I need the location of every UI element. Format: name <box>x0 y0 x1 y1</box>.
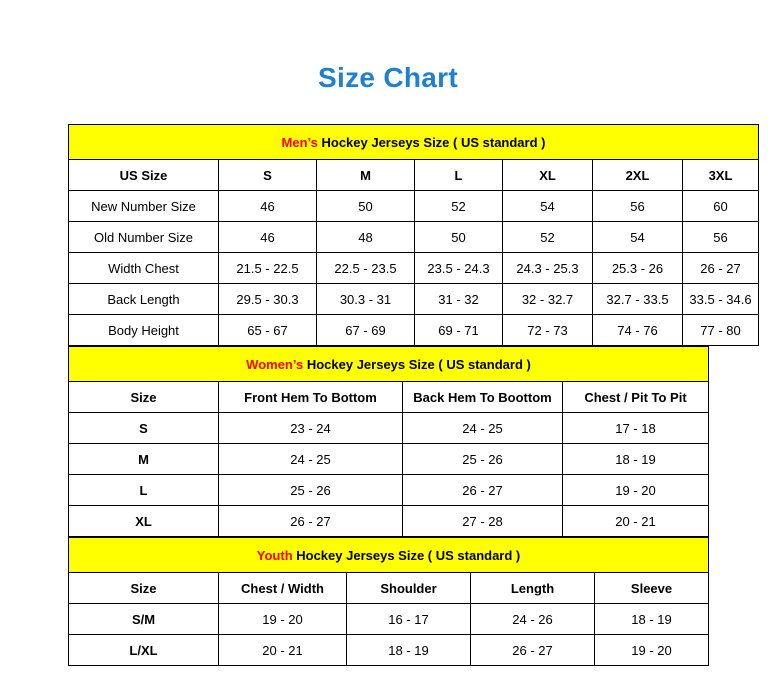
row-label: M <box>69 444 219 475</box>
table-cell: 26 - 27 <box>403 475 563 506</box>
page-title: Size Chart <box>318 62 458 93</box>
row-label: Old Number Size <box>69 222 219 253</box>
table-cell: 30.3 - 31 <box>317 284 415 315</box>
band-rest-text: Hockey Jerseys Size ( US standard ) <box>292 547 521 563</box>
column-header: S <box>219 160 317 191</box>
table-cell: 50 <box>415 222 503 253</box>
table-cell: 52 <box>503 222 593 253</box>
table-cell: 67 - 69 <box>317 315 415 346</box>
table-cell: 23 - 24 <box>219 413 403 444</box>
mens-size-table <box>68 124 759 346</box>
column-header: Chest / Pit To Pit <box>563 382 709 413</box>
band-accent-text: Youth <box>256 547 293 563</box>
womens-band-cell <box>69 347 709 382</box>
table-cell: 46 <box>219 191 317 222</box>
column-header: M <box>317 160 415 191</box>
column-header: Size <box>69 382 219 413</box>
column-header: Chest / Width <box>219 573 347 604</box>
table-cell: 24 - 26 <box>471 604 595 635</box>
column-header: Shoulder <box>347 573 471 604</box>
table-row <box>69 506 709 537</box>
table-cell: 77 - 80 <box>683 315 759 346</box>
table-row <box>69 284 759 315</box>
mens-band-cell <box>69 125 759 160</box>
table-cell: 25 - 26 <box>219 475 403 506</box>
band-accent-text: Men’s <box>281 134 318 150</box>
row-label: S <box>69 413 219 444</box>
youth-size-table <box>68 537 709 666</box>
table-header-row <box>69 573 709 604</box>
band-rest-text: Hockey Jerseys Size ( US standard ) <box>317 134 546 150</box>
column-header: US Size <box>69 160 219 191</box>
table-row <box>69 604 709 635</box>
table-band-row <box>69 125 759 160</box>
row-label: XL <box>69 506 219 537</box>
table-cell: 52 <box>415 191 503 222</box>
row-label: S/M <box>69 604 219 635</box>
table-row <box>69 222 759 253</box>
table-cell: 18 - 19 <box>563 444 709 475</box>
table-cell: 22.5 - 23.5 <box>317 253 415 284</box>
table-cell: 26 - 27 <box>471 635 595 666</box>
column-header: XL <box>503 160 593 191</box>
table-row <box>69 635 709 666</box>
table-band-row <box>69 538 709 573</box>
table-cell: 19 - 20 <box>563 475 709 506</box>
table-cell: 20 - 21 <box>219 635 347 666</box>
table-cell: 19 - 20 <box>219 604 347 635</box>
table-cell: 26 - 27 <box>683 253 759 284</box>
column-header: Length <box>471 573 595 604</box>
table-row <box>69 315 759 346</box>
table-cell: 16 - 17 <box>347 604 471 635</box>
row-label: New Number Size <box>69 191 219 222</box>
column-header: 2XL <box>593 160 683 191</box>
womens-size-table <box>68 346 709 537</box>
table-cell: 54 <box>593 222 683 253</box>
table-cell: 24.3 - 25.3 <box>503 253 593 284</box>
table-cell: 69 - 71 <box>415 315 503 346</box>
table-cell: 18 - 19 <box>347 635 471 666</box>
table-cell: 27 - 28 <box>403 506 563 537</box>
column-header: Size <box>69 573 219 604</box>
table-cell: 54 <box>503 191 593 222</box>
table-row <box>69 413 709 444</box>
column-header: L <box>415 160 503 191</box>
table-cell: 17 - 18 <box>563 413 709 444</box>
table-cell: 31 - 32 <box>415 284 503 315</box>
band-rest-text: Hockey Jerseys Size ( US standard ) <box>303 356 531 372</box>
column-header: Sleeve <box>595 573 709 604</box>
table-cell: 65 - 67 <box>219 315 317 346</box>
table-row <box>69 191 759 222</box>
column-header: Back Hem To Boottom <box>403 382 563 413</box>
table-band-row <box>69 347 709 382</box>
size-tables-container <box>68 94 752 666</box>
table-cell: 21.5 - 22.5 <box>219 253 317 284</box>
table-header-row <box>69 160 759 191</box>
table-cell: 20 - 21 <box>563 506 709 537</box>
table-row <box>69 475 709 506</box>
table-cell: 56 <box>593 191 683 222</box>
table-cell: 29.5 - 30.3 <box>219 284 317 315</box>
table-row <box>69 253 759 284</box>
row-label: Width Chest <box>69 253 219 284</box>
table-cell: 24 - 25 <box>403 413 563 444</box>
table-cell: 26 - 27 <box>219 506 403 537</box>
column-header: 3XL <box>683 160 759 191</box>
table-cell: 72 - 73 <box>503 315 593 346</box>
table-cell: 56 <box>683 222 759 253</box>
youth-band-cell <box>69 538 709 573</box>
table-cell: 23.5 - 24.3 <box>415 253 503 284</box>
table-cell: 50 <box>317 191 415 222</box>
table-cell: 19 - 20 <box>595 635 709 666</box>
row-label: Back Length <box>69 284 219 315</box>
table-cell: 74 - 76 <box>593 315 683 346</box>
table-cell: 33.5 - 34.6 <box>683 284 759 315</box>
table-cell: 46 <box>219 222 317 253</box>
table-cell: 32 - 32.7 <box>503 284 593 315</box>
table-row <box>69 444 709 475</box>
column-header: Front Hem To Bottom <box>219 382 403 413</box>
table-cell: 32.7 - 33.5 <box>593 284 683 315</box>
row-label: Body Height <box>69 315 219 346</box>
table-cell: 25 - 26 <box>403 444 563 475</box>
row-label: L <box>69 475 219 506</box>
table-cell: 60 <box>683 191 759 222</box>
table-cell: 25.3 - 26 <box>593 253 683 284</box>
table-header-row <box>69 382 709 413</box>
row-label: L/XL <box>69 635 219 666</box>
table-cell: 18 - 19 <box>595 604 709 635</box>
table-cell: 48 <box>317 222 415 253</box>
table-cell: 24 - 25 <box>219 444 403 475</box>
band-accent-text: Women’s <box>246 356 304 372</box>
